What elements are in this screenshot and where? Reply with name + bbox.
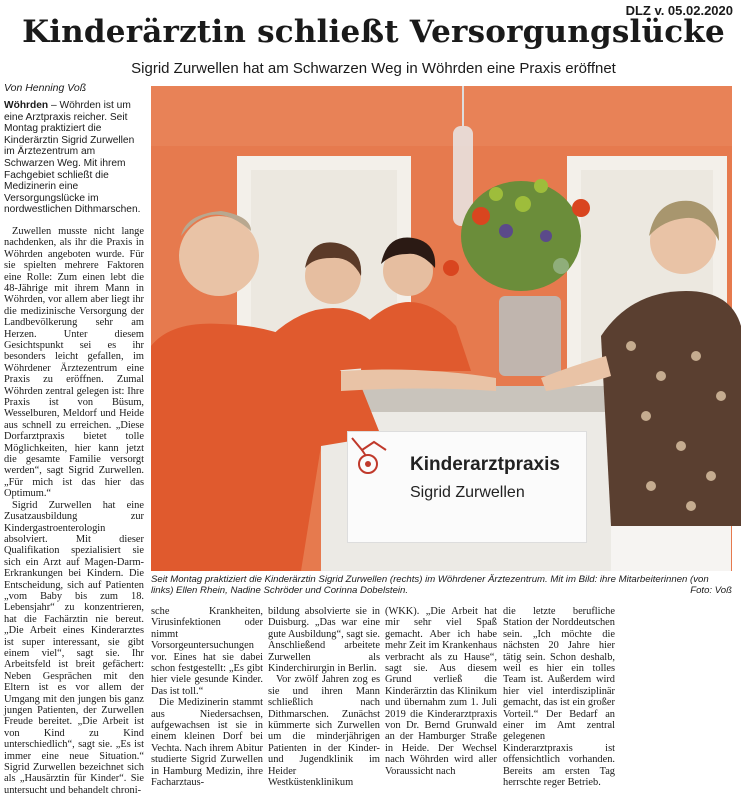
article-column-5 <box>503 606 615 789</box>
photo-credit: Foto: Voß <box>690 585 732 597</box>
body-paragraph: Die Medizinerin stammt aus Niedersachsen, aufgewachsen ist sie in einem kleinen Dorf bei Vechta. Nach ihrem Abitur studierte Sigrid Zurwellen in Hamburg Medizin, ihre Facharztaus- <box>151 697 263 789</box>
article-column-4 <box>385 606 497 777</box>
article-column-1 <box>4 100 144 796</box>
body-paragraph: Zuwellen musste nicht lange nachdenken, als ihr die Praxis in Wöhrden angeboten wurde. Für sie spielten mehrere Faktoren eine Rolle: Zum einen lebt die 48-Jährige mit ihrem Mann in Wöhrden, vor allem aber liegt ihr die medizinische Versorgung der Landbevölkerung sehr am Herzen. Unter diesem Gesichtspunkt sei es ihr besonders leicht gefallen, im Wöhrdener Ärztezentrum eine Praxis zu eröffnen. Zumal Wöhrden zentral gelegen ist: Ihre Praxis ist von Büsum, Wesselburen, Meldorf und Heide aus schnell zu erreichen. „Diese Dorfarztpraxis bietet tolle Möglichkeiten, hier kann jetzt die gesamte Familie versorgt werden“, sagt Sigrid Zurwellen. „Für mich ist das hier das Optimum.“ <box>4 225 144 500</box>
lead-paragraph <box>4 100 144 216</box>
sign-title: Kinderarztpraxis <box>410 454 560 475</box>
article-column-2 <box>151 606 263 789</box>
stethoscope-logo-icon <box>348 432 390 478</box>
article-photo <box>151 86 732 571</box>
subheadline: Sigrid Zurwellen hat am Schwarzen Weg in Wöhrden eine Praxis eröffnet <box>131 60 616 77</box>
headline: Kinderärztin schließt Versorgungslücke <box>22 14 725 50</box>
byline: Von Henning Voß <box>4 82 87 94</box>
lead-place: Wöhrden <box>4 100 49 111</box>
practice-sign <box>347 431 587 543</box>
body-paragraph: (WKK). „Die Arbeit hat mir sehr viel Spaß gemacht. Aber ich habe mehr Zeit im Krankenhaus verbracht als zu Hause“, sagt sie. Aus diesem Grund verließ die Kinderärztin das Klinikum und übernahm zum 1. Juli 2019 die Kinderarztpraxis von Dr. Bernd Grunwald an der Hamburger Straße in Heide. Der Wechsel nach Wöhrden wird aller Voraussicht nach <box>385 606 497 777</box>
source-tag: DLZ v. 05.02.2020 <box>625 3 733 18</box>
lead-text: – Wöhrden ist um eine Arztpraxis reicher. Seit Montag praktiziert die Kinderärztin Sigrid Zurwellen im Ärztezentrum am Schwarzen Weg. Mit ihrem Fachgebiet schließt die Medizinerin eine Versorgungslücke im nordwestlichen Dithmarschen. <box>4 100 141 216</box>
photo-caption <box>151 574 732 597</box>
body-paragraph: Sigrid Zurwellen hat eine Zusatzausbildung zur Kindergastroenterologin absolviert. Mit dieser Qualifikation spezialisiert sie sich ein Arzt auf Magen-Darm-Erkrankungen bei Kindern. Die Entscheidung, sich auf Patienten „vom Baby bis zum 18. Lebensjahr“ zu konzentrieren, hat die Fachärztin nie bereut. „Die Arbeit eines Kinderarztes ist super interessant, sie gibt einem viel“, sagt sie. Ihr Arbeitsfeld ist breit gefächert: Neben Gesprächen mit den Eltern ist es vor allem der Umgang mit den jungen bis ganz jungen Patienten, der Zurwellen Freude bereitet. „Die Arbeit ist von Kind zu Kind unterschiedlich“, sagt sie. „Es ist immer eine neue Situation.“ Sigrid Zurwellen bezeichnet sich als „Hausärztin für Kinder“. Sie untersucht und behandelt chroni- <box>4 499 144 796</box>
body-paragraph: bildung absolvierte sie in Duisburg. „Das war eine gute Ausbildung“, sagt sie. Anschließend arbeitete Zurwellen als Kinderchirurgin in Berlin. <box>268 606 380 675</box>
body-paragraph: die letzte berufliche Station der Norddeutschen sein. „Ich möchte die nächsten 20 Jahre hier tätig sein. Schon deshalb, weil es hier ein tolles Team ist. Außerdem wird hier viel interdisziplinär gemacht, das ist ein großer Vorteil.“ Der Bedarf an einer im Amt zentral gelegenen Kinderarztpraxis ist offensichtlich vorhanden. Bereits am ersten Tag herrschte reger Betrieb. <box>503 606 615 789</box>
body-paragraph: sche Krankheiten, Virusinfektionen oder nimmt Vorsorgeuntersuchungen vor. Eines hat sie dabei schon festgestellt: „Es gibt hier viele gesunde Kinder. Das ist toll.“ <box>151 606 263 697</box>
sign-name: Sigrid Zurwellen <box>410 484 525 501</box>
body-paragraph: Vor zwölf Jahren zog es sie und ihren Mann schließlich nach Dithmarschen. Zunächst kümmerte sich Zurwellen um die minderjährigen Patienten in der Kinder- und Jugendklinik im Heider Westküstenklinikum <box>268 674 380 789</box>
article-column-3 <box>268 606 380 789</box>
caption-text: Seit Montag praktiziert die Kinderärztin Sigrid Zurwellen (rechts) im Wöhrdener Ärztezentrum. Mit im Bild: ihre Mitarbeiterinnen (von links) Ellen Rhein, Nadine Schröder und Corinna Dobelstein. <box>151 574 709 597</box>
